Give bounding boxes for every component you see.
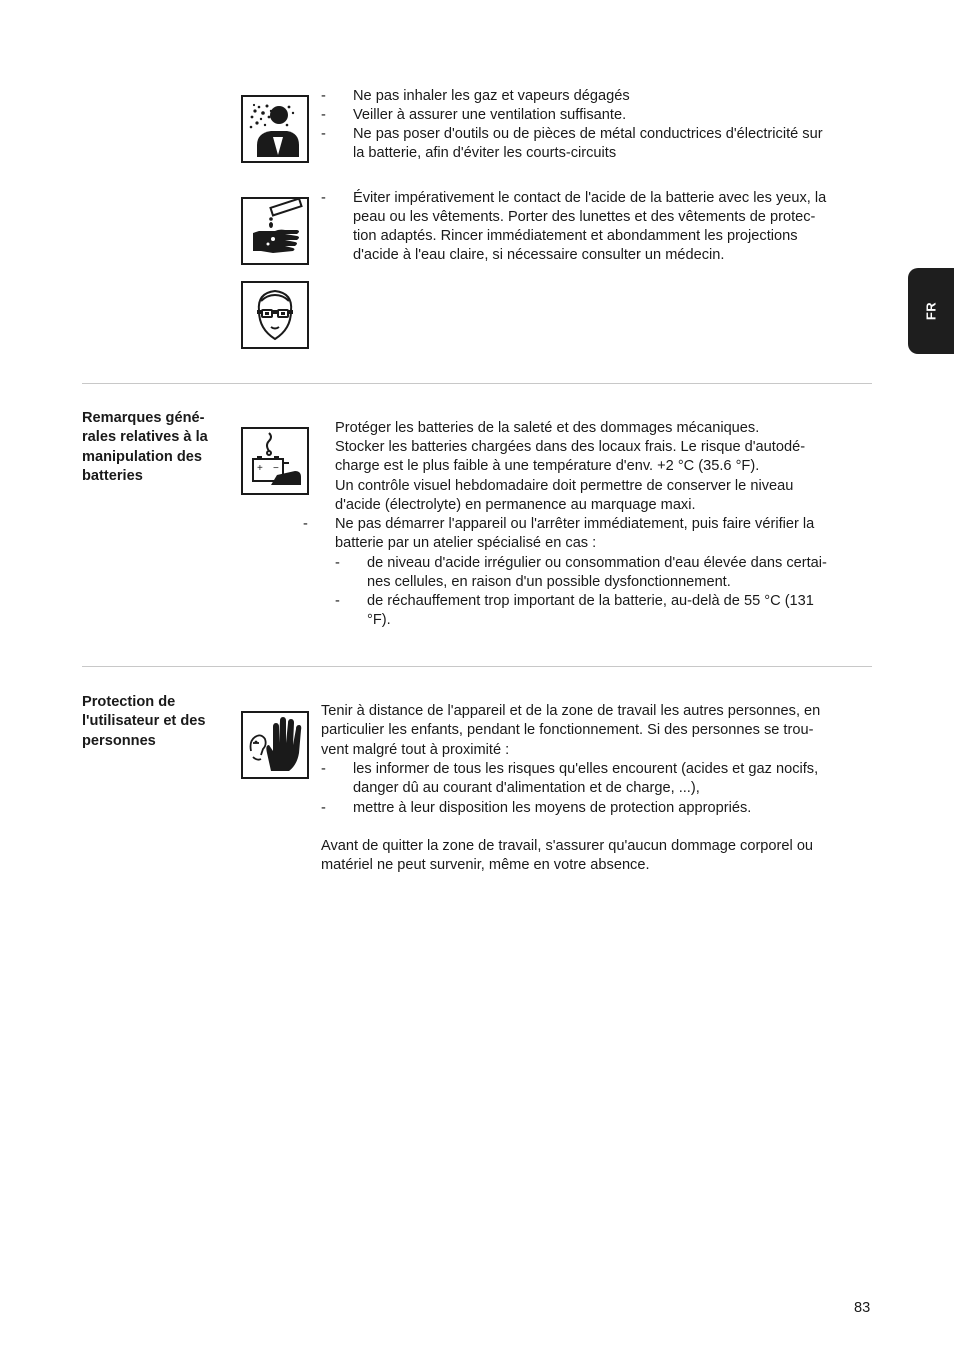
section-heading-battery xyxy=(82,409,220,487)
list-item-text: la batterie, afin d'éviter les courts-circuits xyxy=(353,145,617,161)
list-item-text: mettre à leur disposition les moyens de protection appropriés. xyxy=(353,800,752,816)
heading-line: manipulation des xyxy=(82,448,203,465)
heading-line: batteries xyxy=(82,468,143,485)
list-dash: - xyxy=(303,516,308,532)
list-item-text: de réchauffement trop important de la batterie, au-delà de 55 °C (131 xyxy=(367,593,814,609)
list-item-text: nes cellules, en raison d'un possible dysfonctionnement. xyxy=(367,574,731,590)
heading-line: personnes xyxy=(82,732,156,749)
list-dash: - xyxy=(321,107,326,123)
list-item-text: de niveau d'acide irrégulier ou consommation d'eau élevée dans certai- xyxy=(367,555,827,571)
list-item-text: tion adaptés. Rincer immédiatement et abondamment les projections xyxy=(353,228,798,244)
stop-hand-icon xyxy=(241,711,309,779)
heading-line: Remarques géné- xyxy=(82,410,205,426)
list-item-text: peau ou les vêtements. Porter des lunettes et des vêtements de protec- xyxy=(353,209,816,225)
list-item-text: °F). xyxy=(367,612,391,628)
list-item-text: batterie par un atelier spécialisé en cas : xyxy=(335,535,597,551)
safety-goggles-icon xyxy=(241,281,309,349)
battery-handling-icon xyxy=(241,427,309,495)
paragraph-line: Un contrôle visuel hebdomadaire doit permettre de conserver le niveau xyxy=(335,478,794,494)
paragraph-line: Protéger les batteries de la saleté et des dommages mécaniques. xyxy=(335,420,760,436)
paragraph-line: d'acide (électrolyte) en permanence au marquage maxi. xyxy=(335,497,696,513)
list-item-text: Ne pas démarrer l'appareil ou l'arrêter immédiatement, puis faire vérifier la xyxy=(335,516,815,532)
list-item-text: Veiller à assurer une ventilation suffisante. xyxy=(353,107,627,123)
acid-hand-icon xyxy=(241,197,309,265)
paragraph-line: particulier les enfants, pendant le fonctionnement. Si des personnes se trou- xyxy=(321,722,814,738)
list-dash: - xyxy=(335,555,340,571)
paragraph-line: charge est le plus faible à une température d'env. +2 °C (35.6 °F). xyxy=(335,458,760,474)
list-dash: - xyxy=(321,800,326,816)
paragraph-line: vent malgré tout à proximité : xyxy=(321,742,510,758)
paragraph-line: Stocker les batteries chargées dans des locaux frais. Le risque d'autodé- xyxy=(335,439,806,455)
list-dash: - xyxy=(321,126,326,142)
heading-line: Protection de xyxy=(82,694,176,710)
list-dash: - xyxy=(321,190,326,206)
list-item-text: les informer de tous les risques qu'elles encourent (acides et gaz nocifs, xyxy=(353,761,819,777)
heading-line: rales relatives à la xyxy=(82,429,208,446)
svg-text:+: + xyxy=(257,463,263,474)
gas-inhalation-icon xyxy=(241,95,309,163)
section-heading-protection xyxy=(82,693,220,751)
paragraph-line: matériel ne peut survenir, même en votre absence. xyxy=(321,857,650,873)
list-item-text: Ne pas inhaler les gaz et vapeurs dégagés xyxy=(353,88,630,104)
list-dash: - xyxy=(335,593,340,609)
heading-line: l'utilisateur et des xyxy=(82,713,206,730)
page-number: 83 xyxy=(854,1300,871,1316)
paragraph-line: Avant de quitter la zone de travail, s'assurer qu'aucun dommage corporel ou xyxy=(321,838,814,854)
list-item-text: Éviter impérativement le contact de l'acide de la batterie avec les yeux, la xyxy=(353,190,827,206)
paragraph-line: Tenir à distance de l'appareil et de la zone de travail les autres personnes, en xyxy=(321,703,821,719)
list-item-text: danger dû au courant d'alimentation et de charge, ...), xyxy=(353,780,700,796)
list-dash: - xyxy=(321,88,326,104)
section-divider xyxy=(82,383,872,384)
list-item-text: Ne pas poser d'outils ou de pièces de métal conductrices d'électricité sur xyxy=(353,126,823,142)
list-item-text: d'acide à l'eau claire, si nécessaire consulter un médecin. xyxy=(353,247,725,263)
section-divider xyxy=(82,666,872,667)
language-tab xyxy=(908,268,954,354)
list-dash: - xyxy=(321,761,326,777)
svg-text:−: − xyxy=(273,463,279,474)
language-tab-label: FR xyxy=(923,301,939,321)
